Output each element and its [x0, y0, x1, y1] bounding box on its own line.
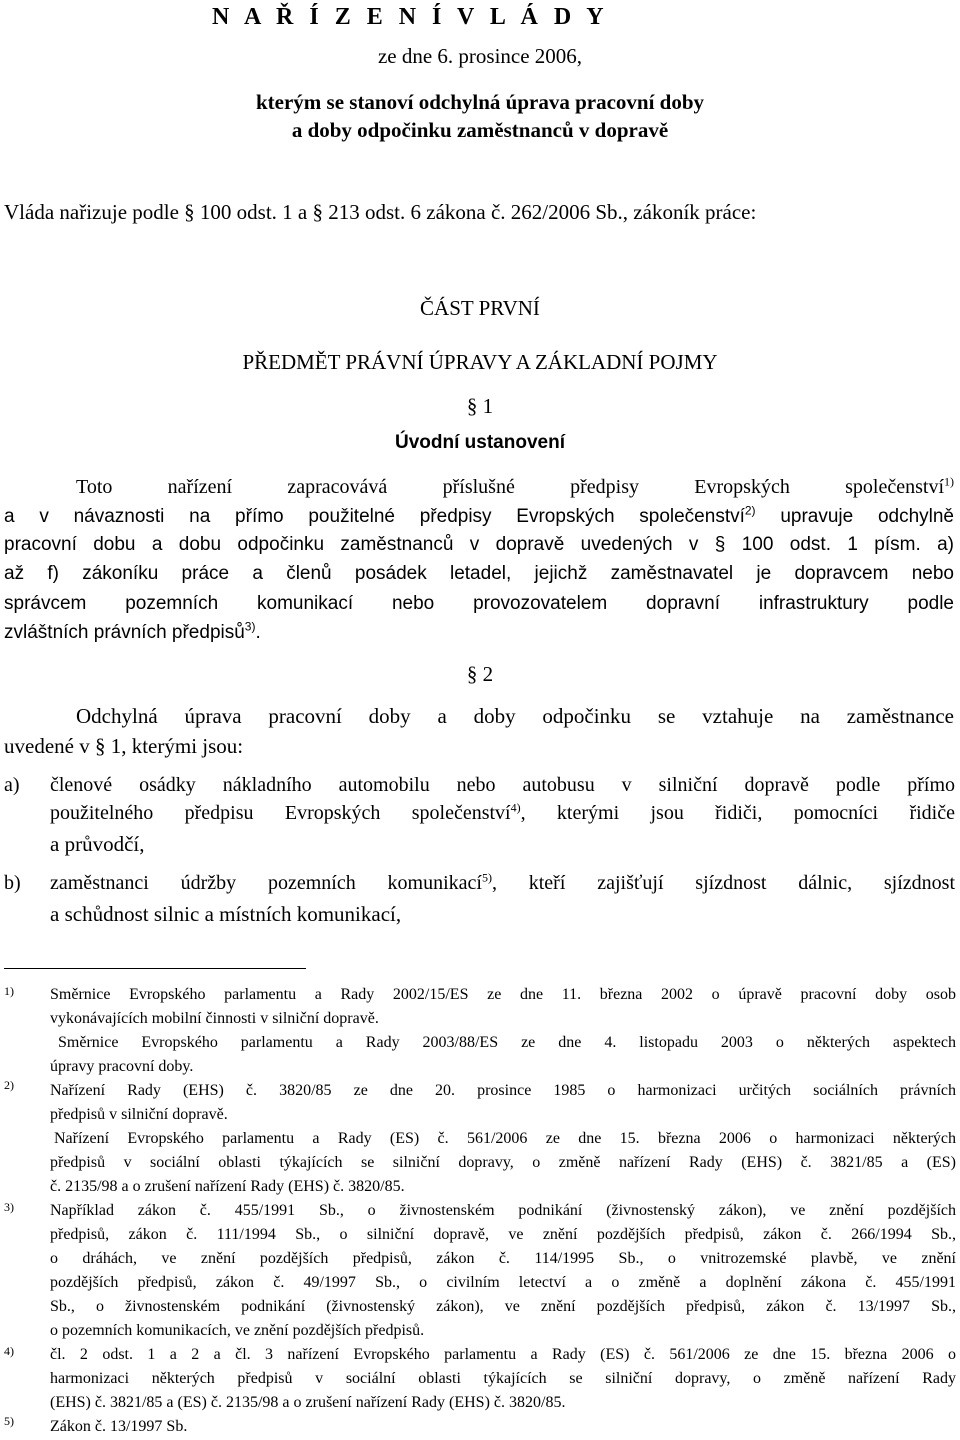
- footnote-3-line-6: o pozemních komunikacích, ve znění pozdějších předpisů.: [50, 1322, 425, 1339]
- item-a-line-1: členové osádky nákladního automobilu nebo autobusu v silniční dopravě podle přímo: [50, 774, 955, 796]
- footnote-1-line-2: vykonávajících mobilní činnosti v silniční dopravě.: [50, 1010, 379, 1027]
- section-1-line-2-text: a v návaznosti na přímo použitelné předpisy Evropských společenství: [4, 506, 745, 527]
- footnote-3-line-5: Sb., o živnostenském podnikání (živnostenský zákon), ve znění pozdějších předpisů, zákon č. 13/1997 Sb.,: [50, 1298, 956, 1315]
- item-b-line-1-tail: , kteří zajišťují sjízdnost dálnic, sjízdnost: [491, 872, 955, 894]
- section-1-line-6-text: zvláštních právních předpisů: [4, 622, 245, 643]
- footnote-5-line-1: Zákon č. 13/1997 Sb.: [50, 1418, 188, 1435]
- footnote-separator: [4, 968, 306, 969]
- footnote-2-line-3: Nařízení Evropského parlamentu a Rady (ES) č. 561/2006 ze dne 15. března 2006 o harmonizaci některých: [54, 1130, 956, 1147]
- section-1-line-2: [4, 503, 955, 528]
- item-b-line-1: [50, 872, 955, 895]
- document-date: ze dne 6. prosince 2006,: [377, 44, 583, 68]
- section-1-line-6-tail: .: [255, 622, 261, 643]
- footnote-4-line-3: (EHS) č. 3821/85 a (ES) č. 2135/98 a o zrušení nařízení Rady (EHS) č. 3820/85.: [50, 1394, 566, 1411]
- footnote-3-line-2: předpisů, zákon č. 111/1994 Sb., o silniční dopravě, ve znění pozdějších předpisů, zákon č. 266/1994 Sb.,: [50, 1226, 956, 1243]
- footnote-1-line-4: úpravy pracovní doby.: [50, 1058, 194, 1075]
- section-1-line-4: až f) zákoníku práce a členů posádek letadel, jejichž zaměstnavatel je dopravcem nebo: [4, 563, 954, 584]
- footnote-3-line-4: pozdějších předpisů, zákon č. 49/1997 Sb., o civilním letectví a o změně a doplnění zákona č. 455/1991: [50, 1274, 956, 1291]
- document-title: N A Ř Í Z E N Í V L Á D Y: [212, 4, 609, 30]
- part-heading: ČÁST PRVNÍ: [420, 296, 540, 320]
- footnote-3-line-1: Například zákon č. 455/1991 Sb., o živnostenském podnikání (živnostenský zákon), ve znění pozdějších: [50, 1202, 956, 1219]
- item-b-line-2: a schůdnost silnic a místních komunikací,: [50, 902, 402, 926]
- item-b-marker: b): [4, 872, 21, 894]
- footnote-1-line-1: Směrnice Evropského parlamentu a Rady 2002/15/ES ze dne 11. března 2002 o úpravě pracovní doby osob: [50, 986, 956, 1003]
- footnote-1-line-3: Směrnice Evropského parlamentu a Rady 2003/88/ES ze dne 4. listopadu 2003 o některých aspektech: [58, 1034, 956, 1051]
- section-1-line-5: správcem pozemních komunikací nebo provozovatelem dopravní infrastruktury podle: [4, 593, 954, 614]
- section-1-heading: Úvodní ustanovení: [395, 432, 565, 453]
- item-a-line-2-tail: , kterými jsou řidiči, pomocníci řidiče: [520, 802, 955, 824]
- footnote-4-line-2: harmonizaci některých předpisů v sociální oblasti týkajících se silniční dopravy, o změně nařízení Rady: [50, 1370, 956, 1387]
- footnote-2-marker: 2): [4, 1078, 14, 1092]
- section-2-number: § 2: [466, 662, 494, 686]
- footnote-2-line-2: předpisů v silniční dopravě.: [50, 1106, 228, 1123]
- footnote-2-line-4: předpisů v sociální oblasti týkajících se silniční dopravy, o změně nařízení Rady (EHS) č. 3821/85 a (ES): [50, 1154, 956, 1171]
- section-1-line-6: [4, 619, 261, 644]
- item-a-line-3: a průvodčí,: [50, 832, 145, 856]
- section-1-line-2-tail: upravuje odchylně: [780, 506, 955, 527]
- footnote-5-marker: 5): [4, 1414, 14, 1428]
- section-2-intro-line-1: Odchylná úprava pracovní doby a doby odpočinku se vztahuje na zaměstnance: [76, 704, 954, 728]
- footnote-2-line-1: Nařízení Rady (EHS) č. 3820/85 ze dne 20. prosince 1985 o harmonizaci určitých sociálních právních: [50, 1082, 956, 1099]
- footnote-ref-4: 4): [510, 800, 521, 815]
- footnote-ref-5: 5): [481, 870, 492, 885]
- section-1-number: § 1: [466, 394, 494, 418]
- section-1-line-3: pracovní dobu a dobu odpočinku zaměstnanců v dopravě uvedených v § 100 odst. 1 písm. a): [4, 534, 954, 555]
- footnote-3-line-3: o dráhách, ve znění pozdějších předpisů, zákon č. 114/1995 Sb., o vnitrozemské plavbě, ve znění: [50, 1250, 956, 1267]
- section-2-intro-line-2: uvedené v § 1, kterými jsou:: [4, 734, 244, 758]
- item-a-line-2-text: použitelného předpisu Evropských společenství: [50, 802, 511, 824]
- footnote-1-marker: 1): [4, 984, 14, 998]
- footnote-ref-1: 1): [944, 474, 954, 489]
- footnote-ref-2: 2): [744, 503, 756, 518]
- preamble: Vláda nařizuje podle § 100 odst. 1 a § 213 odst. 6 zákona č. 262/2006 Sb., zákoník práce:: [4, 200, 757, 224]
- footnote-2-line-5: č. 2135/98 a o zrušení nařízení Rady (EHS) č. 3820/85.: [50, 1178, 405, 1195]
- item-a-line-2: [50, 802, 955, 825]
- document-subject-line-1: kterým se stanoví odchylná úprava pracovní doby: [255, 90, 705, 114]
- part-title: PŘEDMĚT PRÁVNÍ ÚPRAVY A ZÁKLADNÍ POJMY: [242, 350, 718, 374]
- document-subject-line-2: a doby odpočinku zaměstnanců v dopravě: [291, 118, 669, 142]
- item-b-line-1-text: zaměstnanci údržby pozemních komunikací: [50, 872, 482, 894]
- section-1-line-1-text: Toto nařízení zapracovává příslušné předpisy Evropských společenství: [76, 476, 944, 498]
- footnote-3-marker: 3): [4, 1200, 14, 1214]
- footnote-ref-3: 3): [244, 619, 256, 634]
- footnote-4-marker: 4): [4, 1344, 14, 1358]
- section-1-line-1: [76, 476, 954, 499]
- item-a-marker: a): [4, 774, 20, 796]
- footnote-4-line-1: čl. 2 odst. 1 a 2 a čl. 3 nařízení Evropského parlamentu a Rady (ES) č. 561/2006 ze dne 15. března 2006 o: [50, 1346, 956, 1363]
